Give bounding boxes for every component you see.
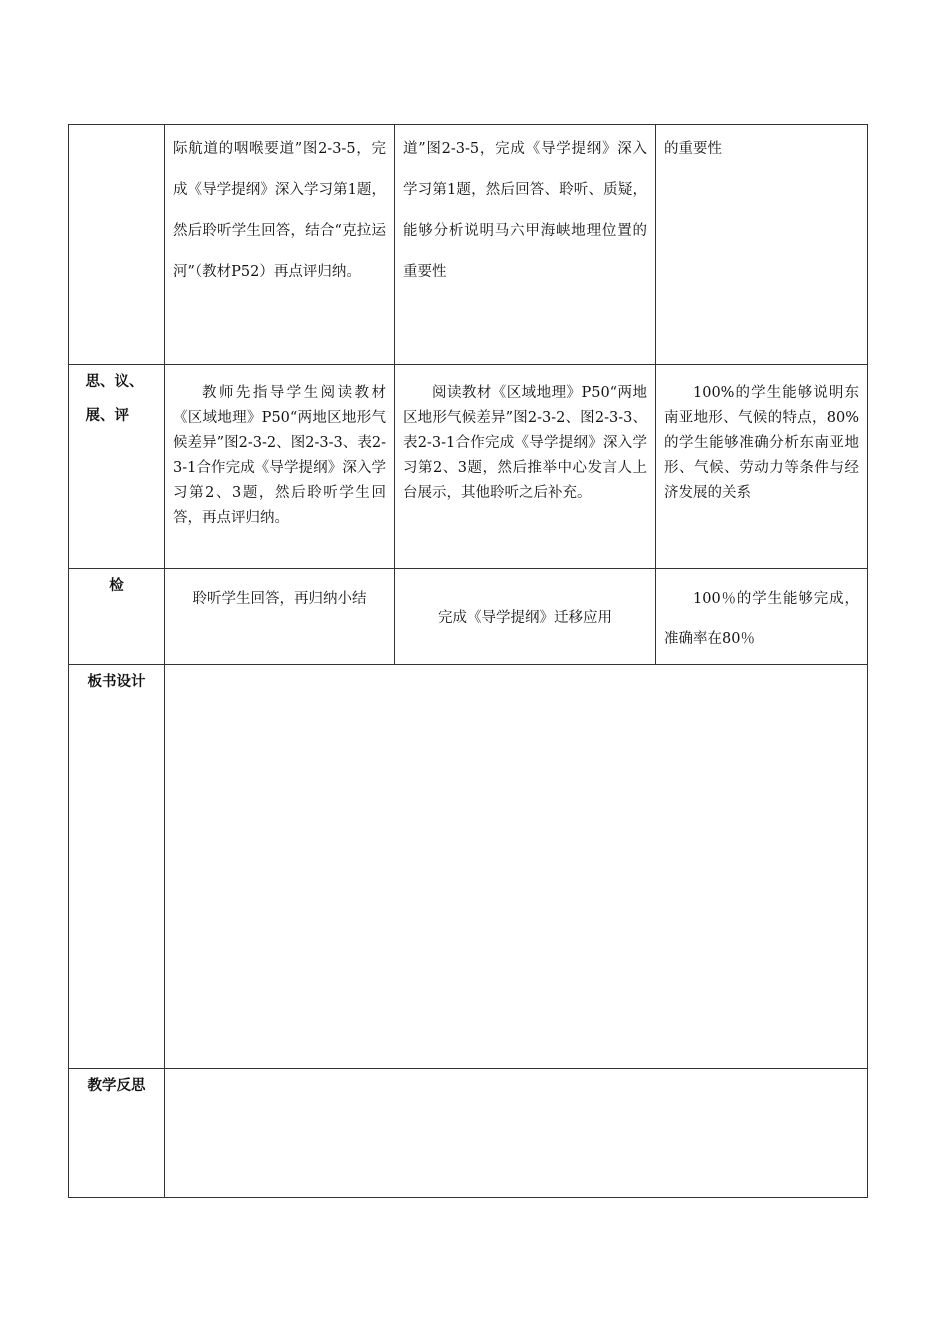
reflection-label: 教学反思: [69, 1069, 165, 1198]
lesson-plan-table: [68, 124, 868, 1198]
student-activity: 完成《导学提纲》迁移应用: [438, 610, 612, 626]
table-row: [69, 569, 868, 665]
board-design-content: [165, 665, 868, 1069]
stage-label: 检: [69, 569, 165, 665]
student-activity: 阅读教材《区域地理》P50“两地区地形气候差异”图2-3-2、图2-3-3、表2-3-1合作完成《导学提纲》深入学习第2、3题，然后推举中心发言人上台展示，其他聆听之后补充。: [403, 385, 647, 501]
teacher-activity-cell: [165, 569, 395, 665]
reflection-row: [69, 1069, 868, 1198]
goal-text: 100％的学生能够完成，准确率在80％: [664, 591, 859, 647]
stage-label-text: 思、议、展、评: [85, 374, 144, 424]
table-row: [69, 125, 868, 365]
stage-label: [69, 365, 165, 569]
goal-cell: [656, 125, 868, 365]
goal-text: 100%的学生能够说明东南亚地形、气候的特点，80%的学生能够准确分析东南亚地形、气候、劳动力等条件与经济发展的关系: [664, 385, 859, 501]
goal-cell: [656, 569, 868, 665]
teacher-activity: 际航道的咽喉要道”图2-3-5，完成《导学提纲》深入学习第1题，然后聆听学生回答，结合“克拉运河”（教材P52）再点评归纳。: [173, 141, 386, 280]
teacher-activity-cell: [165, 125, 395, 365]
student-activity-cell: [395, 125, 656, 365]
stage-label: [69, 125, 165, 365]
student-activity: 道”图2-3-5，完成《导学提纲》深入学习第1题，然后回答、聆听、质疑，能够分析说明马六甲海峡地理位置的重要性: [403, 141, 647, 280]
board-design-row: [69, 665, 868, 1069]
board-design-label: 板书设计: [69, 665, 165, 1069]
student-activity-cell: [395, 569, 656, 665]
goal-cell: [656, 365, 868, 569]
teacher-activity: 聆听学生回答，再归纳小结: [192, 591, 367, 607]
student-activity-cell: [395, 365, 656, 569]
goal-text: 的重要性: [664, 141, 722, 157]
teacher-activity: 教师先指导学生阅读教材《区域地理》P50“两地区地形气候差异”图2-3-2、图2-3-3、表2-3-1合作完成《导学提纲》深入学习第2、3题，然后聆听学生回答，再点评归纳。: [173, 385, 386, 526]
reflection-content: [165, 1069, 868, 1198]
teacher-activity-cell: [165, 365, 395, 569]
table-row: [69, 365, 868, 569]
